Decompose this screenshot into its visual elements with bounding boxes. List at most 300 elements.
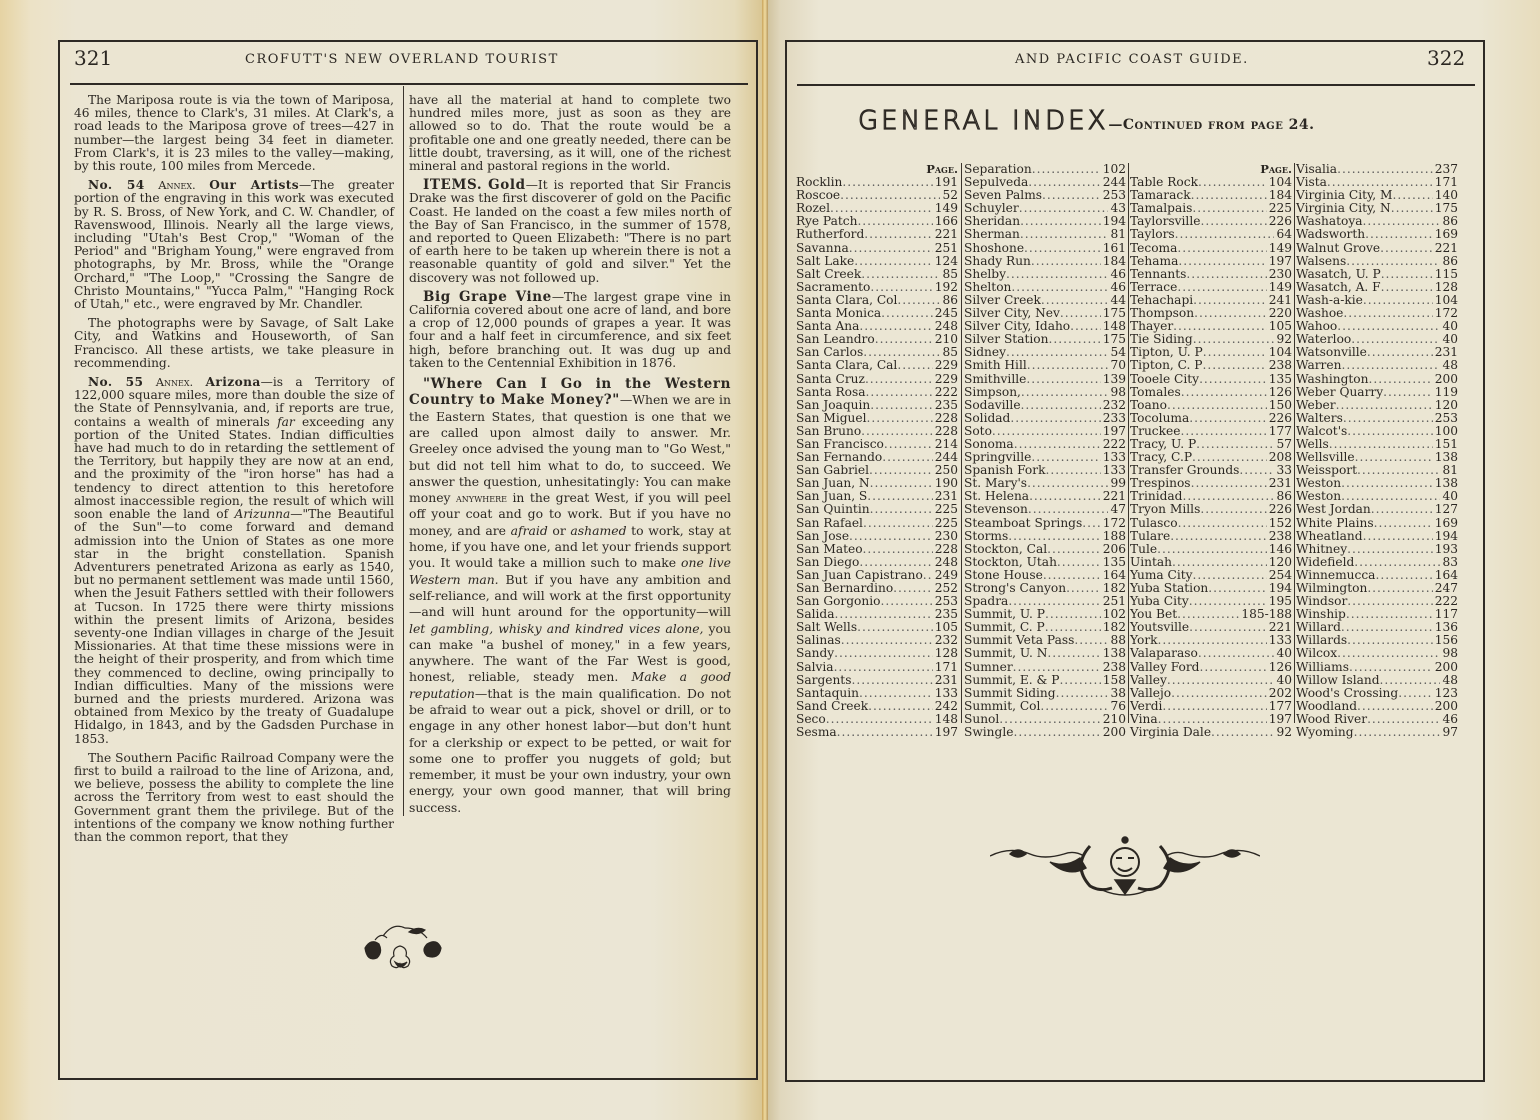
- index-entry-name: Sargents: [796, 672, 852, 687]
- index-entry: [796, 556, 958, 569]
- southern-pacific-paragraph: The Southern Pacific Railroad Company were the first to build a railroad to the line of Arizona, and, we believe, possess the ability to complete the line across the Territory from west to east should the Government grant them the privilege. But of the intentions of the company we know nothing further than the common report, that they: [74, 750, 394, 844]
- index-entry-page: 149: [934, 201, 958, 216]
- index-entry: [796, 674, 958, 687]
- money-italic-western-man: one live Western man.: [409, 555, 731, 587]
- index-entry: [1296, 359, 1458, 372]
- dot-leader: [1355, 451, 1433, 464]
- index-entry: [1296, 268, 1458, 281]
- index-entry-page: 208: [1268, 450, 1292, 465]
- dot-leader: [1381, 268, 1433, 281]
- index-entry-name: St. Helena: [964, 489, 1030, 504]
- index-entry-page: 206: [1102, 541, 1126, 556]
- index-entry-name: Sonoma: [964, 436, 1014, 451]
- index-entry-name: Walnut Grove: [1296, 240, 1381, 255]
- entry-55-title: Arizona: [205, 375, 261, 390]
- dot-leader: [1024, 242, 1101, 255]
- index-entry-name: Spadra: [964, 594, 1009, 609]
- index-entry-name: Tooele City: [1130, 371, 1200, 386]
- index-entry-page: 188: [1102, 528, 1126, 543]
- index-entry-page: 210: [934, 332, 958, 347]
- dot-leader: [1341, 477, 1433, 490]
- dot-leader: [1167, 674, 1275, 687]
- index-entry-page: 247: [1434, 581, 1458, 595]
- index-entry-name: Terrace: [1130, 279, 1178, 294]
- index-entry-name: St. Mary's: [964, 476, 1028, 491]
- index-entry-name: Wilmington: [1296, 581, 1368, 595]
- dot-leader: [1367, 713, 1440, 726]
- entry-55-annex: Annex.: [155, 375, 194, 390]
- index-entry: [796, 359, 958, 372]
- index-entry: [1130, 503, 1292, 516]
- index-entry-page: 200: [1434, 371, 1458, 386]
- dot-leader: [1199, 373, 1267, 386]
- grape-vine-text: —The largest grape vine in California covered about one acre of land, and bore a crop of 12,000 pounds of grapes a year. It was four and a half feet in circumference, and six feet high, before branching out. It was dug up and taken to the Centennial Exhibition in 1876.: [409, 289, 732, 370]
- index-entry-name: Sodaville: [964, 397, 1021, 412]
- index-entry: [796, 647, 958, 660]
- index-entry: [964, 386, 1126, 399]
- money-anywhere: anywhere: [456, 491, 507, 506]
- index-entry-page: 242: [934, 698, 958, 713]
- index-entry-page: 40: [1442, 489, 1458, 504]
- right-running-head: AND PACIFIC COAST GUIDE.: [1015, 52, 1249, 67]
- index-entry-name: San Juan, N: [796, 476, 870, 491]
- dot-leader: [1175, 228, 1275, 241]
- index-entry-page: 194: [1268, 581, 1292, 595]
- index-entry: [1130, 386, 1292, 399]
- index-entry-name: Strong's Canyon: [964, 581, 1067, 595]
- dot-leader: [1199, 661, 1266, 674]
- dot-leader: [1013, 726, 1100, 739]
- dot-leader: [1170, 530, 1267, 543]
- index-entry-name: Salvia: [796, 659, 834, 674]
- index-entry-name: Tennants: [1130, 266, 1187, 281]
- index-entry-page: 44: [1110, 292, 1126, 307]
- index-column-4: [1296, 163, 1458, 739]
- dot-leader: [1010, 412, 1100, 425]
- index-entry-page: 86: [1442, 253, 1458, 268]
- dot-leader: [1047, 647, 1100, 660]
- dot-leader: [1172, 556, 1267, 569]
- index-entry: [964, 228, 1126, 241]
- dot-leader: [1208, 582, 1266, 595]
- index-entry-page: 138: [1434, 450, 1458, 465]
- index-entry-page: 241: [1268, 292, 1292, 307]
- index-entry-name: Summit, C. P: [964, 620, 1045, 635]
- index-entry-name: Uintah: [1130, 554, 1173, 569]
- index-entry-name: Stockton, Utah: [964, 554, 1057, 569]
- dot-leader: [869, 464, 933, 477]
- index-entry-page: 164: [1434, 567, 1458, 582]
- index-entry-page: 47: [1110, 502, 1126, 517]
- index-entry-name: Winnemucca: [1296, 567, 1376, 582]
- dot-leader: [1027, 359, 1109, 372]
- index-entry-name: Santaquin: [796, 685, 860, 700]
- index-entry-page: 126: [1268, 384, 1292, 399]
- dot-leader: [1177, 281, 1266, 294]
- dot-leader: [1365, 228, 1433, 241]
- dot-leader: [1393, 189, 1433, 202]
- index-entry-page: 248: [934, 554, 958, 569]
- index-entry: [964, 373, 1126, 386]
- dot-leader: [1354, 726, 1441, 739]
- index-entry: [1296, 726, 1458, 739]
- index-entry-page: 225: [1268, 201, 1292, 216]
- index-entry-page: 148: [1102, 319, 1126, 334]
- index-entry-page: 238: [1102, 659, 1126, 674]
- index-entry-name: Tulare: [1130, 528, 1171, 543]
- index-separator-2: [1128, 163, 1129, 723]
- index-entry-name: Smith Hill: [964, 358, 1027, 373]
- dot-leader: [1042, 189, 1101, 202]
- index-entry: [796, 425, 958, 438]
- index-entry-name: Sheridan: [964, 214, 1021, 229]
- index-entry-page: 235: [934, 607, 958, 622]
- index-entry-name: Virginia Dale: [1130, 725, 1212, 740]
- dot-leader: [826, 713, 933, 726]
- index-entry: [1296, 386, 1458, 399]
- index-entry-page: 161: [1102, 240, 1126, 255]
- dot-leader: [859, 687, 933, 700]
- index-entry-page: 85: [942, 266, 958, 281]
- dot-leader: [1178, 517, 1267, 530]
- index-entry-name: Sepulveda: [964, 175, 1029, 190]
- index-entry-name: Winship: [1296, 607, 1346, 622]
- index-entry-page: 244: [934, 450, 958, 465]
- index-entry: [796, 700, 958, 713]
- dot-leader: [1162, 700, 1266, 713]
- index-entry-name: Santa Clara, Col: [796, 292, 898, 307]
- index-entry-page: 92: [1276, 332, 1292, 347]
- index-separator-3: [1294, 163, 1295, 723]
- index-entry: [1296, 517, 1458, 530]
- index-entry-page: 140: [1434, 188, 1458, 203]
- dot-leader: [859, 556, 932, 569]
- index-entry-page: 194: [1102, 214, 1126, 229]
- index-entry-page: 138: [1102, 646, 1126, 661]
- index-entry-name: Trinidad: [1130, 489, 1183, 504]
- index-entry-name: Wasatch, A. F: [1296, 279, 1381, 294]
- money-text-7: —that is the main qualification. Do not be afraid to wear out a pick, shovel or drill, or to engage in any other honest labor—but don't hunt for a clerkship or expect to be petted, or wait for some one to proffer you nuggets of gold; but remember, it must be your own industry, your own energy, your own good manner, that will bring success.: [409, 685, 731, 815]
- index-entry-page: 229: [934, 371, 958, 386]
- dot-leader: [1006, 268, 1108, 281]
- flower-center-petal: [395, 962, 407, 967]
- index-entry-name: Wells: [1296, 436, 1329, 451]
- index-entry-name: Rutherford: [796, 227, 865, 242]
- index-entry-name: Wilcox: [1296, 646, 1338, 661]
- dot-leader: [1008, 530, 1101, 543]
- dot-leader: [841, 634, 933, 647]
- index-entry-name: Shoshone: [964, 240, 1025, 255]
- dot-leader: [1343, 412, 1433, 425]
- index-entry-page: 225: [934, 515, 958, 530]
- index-entry-page: 156: [1434, 633, 1458, 648]
- dot-leader: [1343, 307, 1432, 320]
- money-text-4: to work, stay at home, if you have one, and let your friends support you. It would take a million such to make: [409, 522, 731, 571]
- index-entry-name: Visalia: [1296, 162, 1338, 176]
- index-entry: [1130, 228, 1292, 241]
- index-entry: [1130, 530, 1292, 543]
- index-entry: [1296, 503, 1458, 516]
- dot-leader: [1026, 373, 1100, 386]
- dot-leader: [1193, 294, 1267, 307]
- index-entry: [1296, 242, 1458, 255]
- index-entry-page: 245: [934, 306, 958, 321]
- index-entry: [964, 425, 1126, 438]
- index-entry: [1130, 255, 1292, 268]
- index-entry-name: Tocoluma: [1130, 410, 1190, 425]
- dot-leader: [867, 490, 932, 503]
- index-entry-page: 64: [1276, 227, 1292, 242]
- index-entry-name: Rozel: [796, 201, 831, 216]
- index-entry-page: 81: [1110, 227, 1126, 242]
- money-text-6: you can make "a bushel of money," in a few years, anywhere. The want of the Far West is good, honest, reliable, steady men.: [409, 620, 731, 685]
- index-entry-page: 86: [1276, 489, 1292, 504]
- index-entry: [1130, 373, 1292, 386]
- continuation-paragraph: have all the material at hand to complete two hundred miles more, just as soon as they are allowed so to do. That the route would be a profitable one and one greatly needed, there can be little doubt, traversing, as it will, one of the richest mineral and pastoral regions in the world.: [409, 93, 731, 174]
- index-entry-name: Savanna: [796, 240, 849, 255]
- dot-leader: [1047, 543, 1101, 556]
- index-entry-name: Silver Creek: [964, 292, 1041, 307]
- dot-leader: [861, 425, 933, 438]
- dot-leader: [868, 700, 933, 713]
- index-entry-page: 104: [1268, 175, 1292, 190]
- index-entry-page: 253: [1102, 188, 1126, 203]
- index-entry-name: Shelton: [964, 279, 1012, 294]
- index-entry-name: Summit Siding: [964, 685, 1056, 700]
- index-entry-name: Vallejo: [1130, 685, 1172, 700]
- index-entry-page: 135: [1102, 554, 1126, 569]
- dot-leader: [1381, 281, 1433, 294]
- index-entry-name: Waterloo: [1296, 332, 1352, 347]
- index-entry-name: Wellsville: [1296, 450, 1355, 465]
- index-entry-page: 169: [1434, 515, 1458, 530]
- dot-leader: [1020, 228, 1109, 241]
- index-entry: [796, 255, 958, 268]
- dot-leader: [1048, 333, 1100, 346]
- index-entry-name: Seco: [796, 711, 826, 726]
- index-entry-page: 133: [934, 685, 958, 700]
- index-entry-page: 248: [934, 319, 958, 334]
- index-entry-name: San Carlos: [796, 345, 864, 360]
- index-entry-name: Willard: [1296, 620, 1341, 635]
- dot-leader: [1383, 386, 1433, 399]
- index-entry-page: 197: [1268, 711, 1292, 726]
- index-entry-name: Thompson: [1130, 306, 1195, 321]
- index-entry-page: 117: [1434, 607, 1458, 622]
- index-entry: [796, 228, 958, 241]
- dot-leader: [1191, 477, 1267, 490]
- make-money-section: [409, 376, 731, 816]
- index-entry-name: San Juan, S: [796, 489, 868, 504]
- index-entry-page: 46: [1442, 711, 1458, 726]
- index-entry-name: San Gabriel: [796, 463, 869, 478]
- index-entry: [1130, 647, 1292, 660]
- index-entry-page: 57: [1276, 436, 1292, 451]
- index-entry-page: 38: [1110, 685, 1126, 700]
- index-entry: [1130, 268, 1292, 281]
- dot-leader: [1171, 687, 1267, 700]
- make-money-paragraph: [409, 376, 731, 816]
- index-entry-page: 197: [934, 725, 958, 740]
- dot-leader: [1347, 543, 1433, 556]
- dot-leader: [1337, 320, 1440, 333]
- index-entry: [1130, 700, 1292, 713]
- index-entry-name: Stone House: [964, 567, 1043, 582]
- grotesque-mask-ornament-icon: [990, 832, 1260, 902]
- dot-leader: [849, 242, 933, 255]
- dot-leader: [854, 255, 932, 268]
- index-entry: [1130, 359, 1292, 372]
- dot-leader: [1363, 215, 1441, 228]
- index-entry-name: Warren: [1296, 358, 1342, 373]
- index-entry-name: Verdi: [1130, 698, 1163, 713]
- index-entry-page: 221: [934, 227, 958, 242]
- index-entry: [796, 517, 958, 530]
- money-italic-reputation: Make a good reputation: [409, 669, 731, 701]
- index-entry: [796, 386, 958, 399]
- dot-leader: [1059, 674, 1100, 687]
- index-entry-name: Tulasco: [1130, 515, 1178, 530]
- index-entry: [964, 661, 1126, 674]
- index-entry-name: Whitney: [1296, 541, 1348, 556]
- index-entry-page: 202: [1268, 685, 1292, 700]
- index-entry-name: San Joaquin: [796, 397, 871, 412]
- dot-leader: [1021, 399, 1101, 412]
- index-entry-page: 133: [1102, 450, 1126, 465]
- dot-leader: [864, 228, 932, 241]
- index-entry-name: Wood River: [1296, 711, 1368, 726]
- index-entry-name: Shelby: [964, 266, 1006, 281]
- index-entry-name: Sacramento: [796, 279, 871, 294]
- index-entry-name: Transfer Grounds: [1130, 463, 1240, 478]
- index-entry: [964, 726, 1126, 739]
- index-entry-name: Woodland: [1296, 698, 1357, 713]
- dot-leader: [1189, 621, 1267, 634]
- index-entry-page: 98: [1442, 646, 1458, 661]
- index-entry-name: Salt Creek: [796, 266, 862, 281]
- index-entry-page: 40: [1442, 319, 1458, 334]
- entry-54-title: Our Artists: [209, 178, 299, 193]
- index-entry: [1296, 255, 1458, 268]
- index-entry-name: Wood's Crossing: [1296, 685, 1399, 700]
- general-index-heading: [858, 106, 1315, 136]
- index-entry-name: Williams: [1296, 659, 1349, 674]
- index-entry: [1296, 530, 1458, 543]
- index-entry-name: Yuma City: [1130, 567, 1193, 582]
- index-entry-page: 194: [1434, 528, 1458, 543]
- index-entry-name: Wash-a-kie: [1296, 292, 1363, 307]
- index-entry-page: 99: [1110, 476, 1126, 491]
- index-entry: [1130, 281, 1292, 294]
- index-entry-name: West Jordan: [1296, 502, 1371, 517]
- index-entry-name: Steamboat Springs: [964, 515, 1083, 530]
- dot-leader: [1368, 373, 1432, 386]
- index-entry-page: 76: [1110, 698, 1126, 713]
- dot-leader: [1032, 163, 1101, 176]
- index-column-3: [1130, 163, 1292, 739]
- index-entry-page: 228: [934, 423, 958, 438]
- index-entry: [796, 530, 958, 543]
- index-entry-page: 197: [1102, 423, 1126, 438]
- dot-leader: [1380, 242, 1433, 255]
- index-entry-page: 232: [934, 633, 958, 648]
- index-entry-page: 102: [1102, 162, 1126, 176]
- index-entry-page: 169: [1434, 227, 1458, 242]
- dot-leader: [1337, 647, 1440, 660]
- entry-55-text-3: —"The Beautiful of the Sun"—to come forward and demand admission into the Union of States as one more star in the bright constellation. Spanish Adventurers penetrated Arizona as early as 1540, but no permanent settlement was made until 1560, when the Jesuit Fathers settled with their followers at Tucson. In 1725 there were thirty missions within the present limits of Arizona, besides seventy-one Indian villages in charge of the Jesuit Missionaries. At that time these missions were in the height of their prosperity, and from which time they commenced to decline, owing principally to Indian difficulties. Many of the missions were burned and the priests murdered. Arizona was obtained from Mexico by the treaty of Guadalupe Hidalgo, in 1843, and by the Gadsden Purchase in 1853.: [74, 507, 394, 746]
- index-entry-page: 83: [1442, 554, 1458, 569]
- index-entry: [1296, 687, 1458, 700]
- index-entry: [1130, 543, 1292, 556]
- index-entry-name: Vina: [1130, 711, 1158, 726]
- index-entry-name: Tryon Mills: [1130, 502, 1201, 517]
- left-head-rule: [70, 83, 748, 85]
- index-entry-page: 43: [1110, 201, 1126, 216]
- index-entry-page: 48: [1442, 672, 1458, 687]
- index-entry: [1130, 687, 1292, 700]
- dot-leader: [1031, 255, 1101, 268]
- index-entry: [1296, 543, 1458, 556]
- index-entry-name: Tule: [1130, 541, 1158, 556]
- money-text-2: in the great West, if you will peel off your coat and go to work. But if you have no money, and are: [409, 490, 731, 538]
- index-entry: [1130, 425, 1292, 438]
- index-entry-name: Salida: [796, 607, 835, 622]
- index-entry-name: Tipton, C. P: [1130, 358, 1203, 373]
- scroll-right: [1166, 850, 1260, 857]
- index-entry-name: Silver City, Nev: [964, 306, 1060, 321]
- index-entry: [1296, 661, 1458, 674]
- dot-leader: [1367, 582, 1432, 595]
- index-entry-name: Summit, U. P: [964, 607, 1045, 622]
- index-entry-name: Smithville: [964, 371, 1027, 386]
- index-entry-page: 175: [1434, 201, 1458, 216]
- entry-54-number: No. 54: [88, 178, 145, 193]
- index-entry-page: 88: [1110, 633, 1126, 648]
- dot-leader: [1186, 268, 1266, 281]
- index-entry-name: Sand Creek: [796, 698, 869, 713]
- dot-leader: [1341, 621, 1433, 634]
- dot-leader: [1192, 202, 1266, 215]
- dot-leader: [1021, 386, 1109, 399]
- index-entry-page: 115: [1434, 266, 1458, 281]
- dot-leader: [1020, 215, 1101, 228]
- index-entry-page: 191: [934, 175, 958, 190]
- index-entry-name: Yuba Station: [1130, 581, 1209, 595]
- index-entry-name: Virginia City, M: [1296, 188, 1393, 203]
- index-separator-1: [961, 163, 962, 723]
- dot-leader: [863, 543, 933, 556]
- left-column-rule: [403, 86, 404, 816]
- dot-leader: [992, 425, 1101, 438]
- index-entry-page: 164: [1102, 567, 1126, 582]
- index-entry-page: 171: [1434, 175, 1458, 190]
- index-entry-page: 119: [1434, 384, 1458, 399]
- index-entry-page: 182: [1102, 620, 1126, 635]
- index-entry-name: San Fernando: [796, 450, 883, 465]
- index-entry-page: 221: [1268, 620, 1292, 635]
- index-entry-page: 232: [1102, 397, 1126, 412]
- dot-leader: [1354, 556, 1440, 569]
- index-entry-name: Summit, Col: [964, 698, 1041, 713]
- index-entry-page: 86: [942, 292, 958, 307]
- index-entry: [796, 412, 958, 425]
- page-column-header: Page.: [1260, 162, 1292, 176]
- dot-leader: [1341, 359, 1440, 372]
- dot-leader: [851, 674, 932, 687]
- index-entry-name: Stevenson: [964, 502, 1028, 517]
- dot-leader: [857, 215, 932, 228]
- index-entry: [964, 503, 1126, 516]
